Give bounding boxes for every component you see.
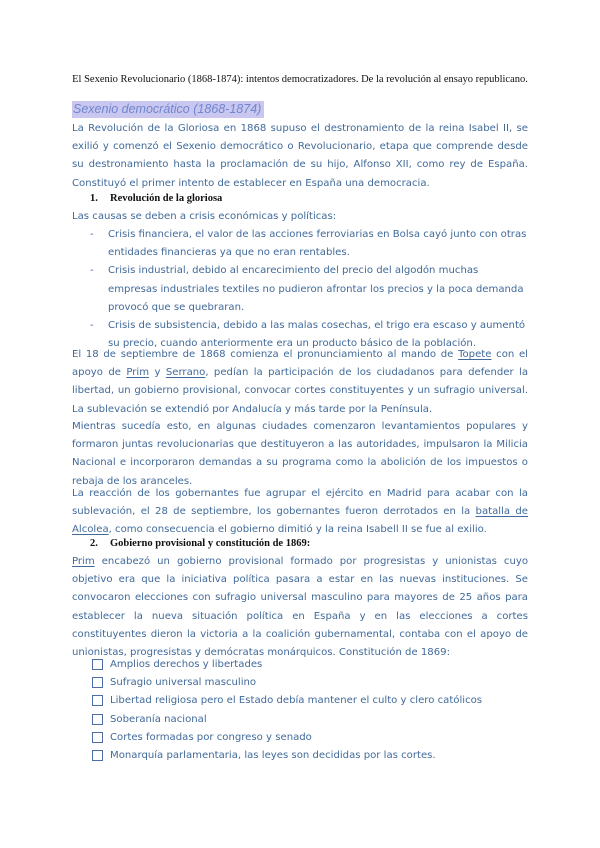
- checkbox-icon[interactable]: [92, 732, 103, 743]
- causes-list: [72, 226, 528, 353]
- heading-number: 2.: [90, 538, 98, 549]
- list-item: - Crisis de subsistencia, debido a las malas cosechas, el trigo era escaso y aumentó su precio, cuando anteriormente era un producto básico de la población.: [90, 320, 526, 350]
- paragraph-pronunciamiento: El 18 de septiembre de 1868 comienza el pronunciamiento al mando de Topete con el apoyo de Prim y Serrano, pedían la participación de los ciudadanos para defender la libertad, un gobierno provisional, convocar cortes constituyentes y un sufragio universal. La sublevación se extendió por Andalucía y más tarde por la Península.: [72, 349, 529, 415]
- heading-gobierno-provisional: [90, 537, 310, 551]
- heading-number: 1.: [90, 193, 98, 204]
- document-title: El Sexenio Revolucionario (1868-1874): intentos democratizadores. De la revolución al ensayo republicano.: [72, 74, 528, 85]
- checkbox-icon[interactable]: [92, 677, 103, 688]
- heading-revolucion-gloriosa: [90, 192, 222, 206]
- intro-paragraph: La Revolución de la Gloriosa en 1868 supuso el destronamiento de la reina Isabel II, se exilió y comenzó el Sexenio democrático o Revolucionario, etapa que comprende desde su destronamiento hasta la proclamación de su hijo, Alfonso XII, como rey de España. Constituyó el primer intento de establecer en España una democracia.: [72, 123, 528, 189]
- link-topete[interactable]: Topete: [458, 349, 492, 360]
- list-item: - Crisis financiera, el valor de las acciones ferroviarias en Bolsa cayó junto con otras entidades financieras ya que no eran rentables.: [90, 229, 527, 259]
- checkbox-icon[interactable]: [92, 714, 103, 725]
- checkbox-icon[interactable]: [92, 750, 103, 761]
- paragraph-juntas: Mientras sucedía esto, en algunas ciudades comenzaron levantamientos populares y formaron juntas revolucionarias que destituyeron a las autoridades, impulsaron la Milicia Nacional e incorporaron demandas a su programa como la abolición de los impuestos o rebaja de los aranceles.: [72, 421, 528, 487]
- list-item: - Crisis industrial, debido al encarecimiento del precio del algodón muchas empresas industriales textiles no pudieron afrontar los precios y la poca demanda provocó que se quebraran.: [90, 265, 524, 313]
- list-item: Monarquía parlamentaria, las leyes son decididas por las cortes.: [90, 747, 530, 765]
- checkbox-icon[interactable]: [92, 695, 103, 706]
- constitution-checklist: [90, 656, 530, 765]
- causes-intro: Las causas se deben a crisis económicas y políticas:: [72, 211, 337, 222]
- list-item: Libertad religiosa pero el Estado debía mantener el culto y clero católicos: [90, 692, 530, 710]
- list-item: Sufragio universal masculino: [90, 674, 530, 692]
- link-prim[interactable]: Prim: [126, 367, 150, 379]
- link-prim-2[interactable]: Prim: [72, 556, 95, 567]
- list-item: Amplios derechos y libertades: [90, 656, 530, 674]
- link-serrano[interactable]: Serrano: [165, 367, 206, 379]
- checkbox-icon[interactable]: [92, 659, 103, 670]
- paragraph-alcolea: La reacción de los gobernantes fue agrupar el ejército en Madrid para acabar con la sublevación, el 28 de septiembre, los gobernantes fueron derrotados en la batalla de Alcolea, como consecuencia el gobierno dimitió y la reina Isabell II se fue al exilio.: [72, 488, 528, 536]
- list-item: Cortes formadas por congreso y senado: [90, 729, 530, 747]
- heading-text: Revolución de la gloriosa: [110, 193, 223, 204]
- link-batalla-alcolea[interactable]: batalla de Alcolea: [72, 506, 528, 536]
- section-title: Sexenio democrático (1868-1874): [72, 101, 264, 118]
- paragraph-gobierno: Prim encabezó un gobierno provisional formado por progresistas y unionistas cuyo objetivo era que la iniciativa política pasara a estar en las nuevas instituciones. Se convocaron elecciones con sufragio universal masculino para mayores de 25 años para establecer la nueva situación política en España y en las elecciones a cortes constituyentes dieron la victoria a la coalición gubernamental, contaba con el apoyo de unionistas, progresistas y demócratas monárquicos. Constitución de 1869:: [72, 556, 528, 659]
- heading-text: Gobierno provisional y constitución de 1869:: [110, 538, 311, 549]
- list-item: Soberanía nacional: [90, 711, 530, 729]
